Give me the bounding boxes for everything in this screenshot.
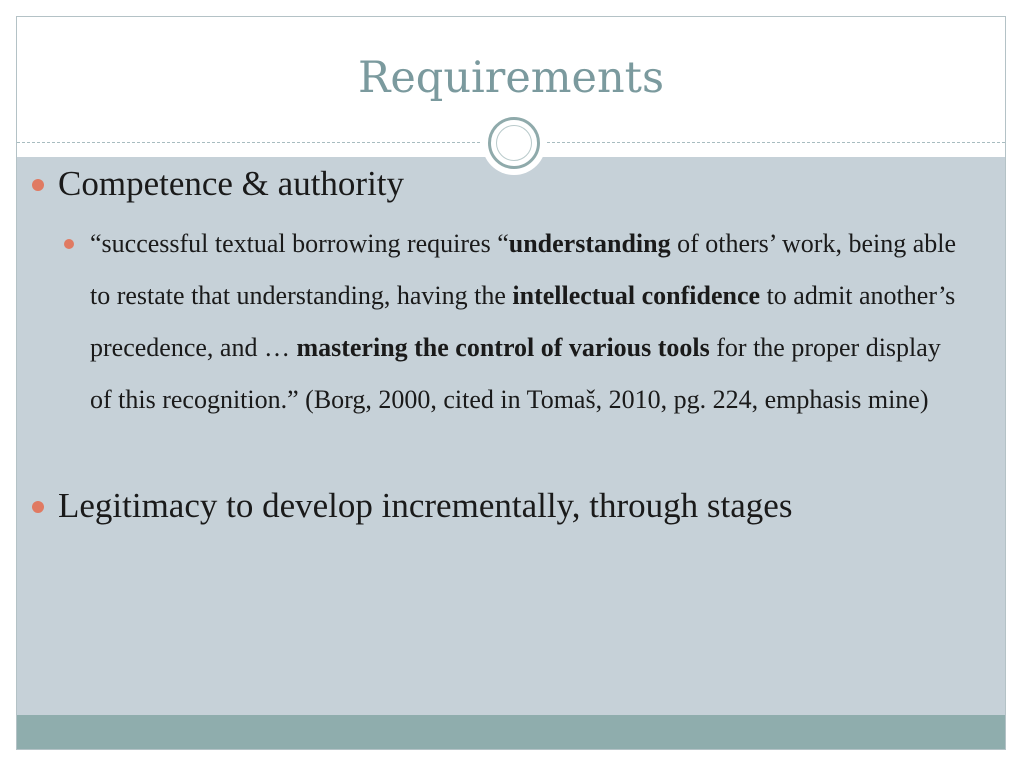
quote-part: for the proper display of this recognition.” (Borg, 2000, cited in Tomaš, 2010, pg. 224, emphasis mine) [90,333,941,414]
quote-emphasis-tools: mastering the control of various tools [296,333,710,362]
footer-band [17,715,1005,749]
sub-bullet-dot-icon [64,239,74,249]
quote-emphasis-confidence: intellectual confidence [512,281,761,310]
circle-inner [496,125,532,161]
bullet-text: Legitimacy to develop incrementally, through stages [58,486,793,525]
quote-part: “successful textual borrowing requires “ [90,229,509,258]
bullet-legitimacy [30,482,965,530]
bullet-dot-icon [32,179,44,191]
bullet-dot-icon [32,501,44,513]
quote-part: to admit another’s precedence, and … [90,281,956,362]
bullet-competence [30,160,965,208]
slide-title: Requirements [357,53,665,103]
quote-part: of others’ work, being able to restate that understanding, having the [90,229,957,310]
sub-bullet-quote [88,218,965,426]
quote-emphasis-understanding: understanding [508,229,671,258]
bullet-text: Competence & authority [58,164,405,203]
bullet-list [30,160,965,530]
